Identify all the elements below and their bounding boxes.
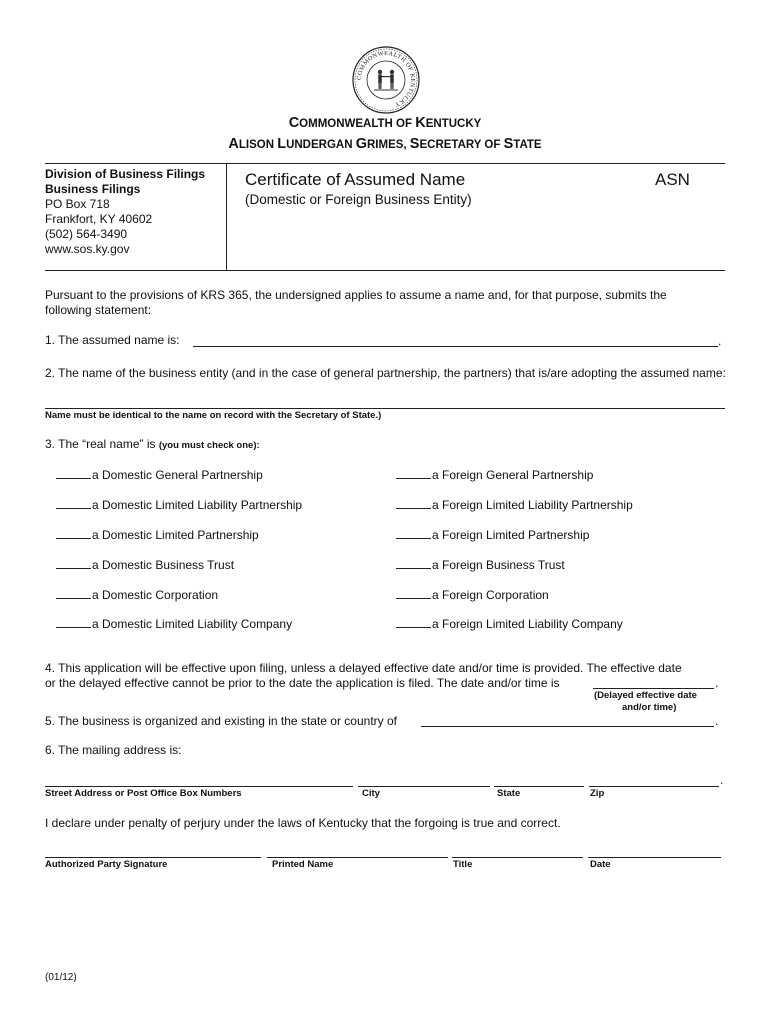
q2-label: 2. The name of the business entity (and in the case of general partnership, the partners) that is/are adopting the assumed name:	[45, 366, 726, 380]
option-domestic-business-trust[interactable]	[56, 557, 234, 572]
option-label: a Foreign Limited Partnership	[432, 528, 590, 542]
checkbox-blank[interactable]	[56, 557, 91, 569]
declaration-text: I declare under penalty of perjury under the laws of Kentucky that the forgoing is true and correct.	[45, 816, 561, 830]
q1-label: 1. The assumed name is:	[45, 333, 180, 347]
option-foreign-limited-partnership[interactable]	[396, 527, 589, 542]
header-line2-cap2: L	[277, 136, 287, 152]
header-line2-rest3: RIMES,	[366, 139, 410, 151]
checkbox-blank[interactable]	[396, 527, 431, 539]
business-entity-name-field[interactable]	[45, 408, 725, 409]
office-block	[45, 167, 205, 257]
street-address-field[interactable]	[45, 786, 353, 787]
assumed-name-field[interactable]	[193, 346, 718, 347]
seal-ring-text: COMMONWEALTH OF KENTUCKY	[355, 49, 417, 109]
q1-period: .	[718, 334, 722, 348]
state-seal	[352, 46, 420, 114]
office-city: Frankfort, KY 40602	[45, 212, 153, 226]
option-label: a Foreign Business Trust	[432, 558, 565, 572]
option-label: a Domestic Business Trust	[92, 558, 235, 572]
option-foreign-corporation[interactable]	[396, 587, 549, 602]
header-commonwealth	[0, 114, 770, 132]
office-phone: (502) 564-3490	[45, 227, 128, 241]
state-of-organization-field[interactable]	[421, 726, 714, 727]
printed-name-field[interactable]	[267, 857, 448, 858]
option-label: a Domestic Limited Partnership	[92, 528, 259, 542]
city-label: City	[362, 788, 380, 799]
option-label: a Foreign Limited Liability Company	[432, 617, 623, 631]
option-foreign-llp[interactable]	[396, 497, 633, 512]
option-foreign-business-trust[interactable]	[396, 557, 565, 572]
header-top-rule	[45, 163, 725, 164]
checkbox-blank[interactable]	[396, 557, 431, 569]
office-division: Division of Business Filings	[45, 167, 206, 181]
zip-label: Zip	[590, 788, 605, 799]
header-line2-rest1: LISON	[238, 139, 278, 151]
signature-label: Authorized Party Signature	[45, 859, 168, 870]
header-line2-cap4: S	[409, 136, 420, 152]
option-domestic-limited-partnership[interactable]	[56, 527, 259, 542]
q4-line1: 4. This application will be effective upon filing, unless a delayed effective date and/or time is provided. The effective date	[45, 661, 682, 675]
checkbox-blank[interactable]	[396, 587, 431, 599]
checkbox-blank[interactable]	[56, 527, 91, 539]
checkbox-blank[interactable]	[396, 497, 431, 509]
title-label: Title	[453, 859, 473, 870]
date-field[interactable]	[588, 857, 721, 858]
header-line2-cap1: A	[228, 136, 239, 152]
street-address-label: Street Address or Post Office Box Numbers	[45, 788, 242, 799]
office-po-box: PO Box 718	[45, 197, 110, 211]
q4-note-line2: and/or time)	[622, 702, 677, 713]
header-bottom-rule	[45, 270, 725, 271]
option-domestic-corporation[interactable]	[56, 587, 218, 602]
checkbox-blank[interactable]	[396, 467, 431, 479]
header-line2-cap3: G	[355, 136, 367, 152]
header-line2-rest5: TATE	[513, 139, 542, 151]
header-line1-cap1: C	[288, 115, 300, 131]
title-field[interactable]	[452, 857, 583, 858]
q6-label: 6. The mailing address is:	[45, 743, 182, 757]
checkbox-blank[interactable]	[56, 497, 91, 509]
option-label: a Domestic Corporation	[92, 588, 219, 602]
office-website: www.sos.ky.gov	[45, 242, 130, 256]
form-title: Certificate of Assumed Name	[245, 170, 466, 189]
q6-period: .	[720, 773, 724, 787]
form-subtitle: (Domestic or Foreign Business Entity)	[245, 192, 472, 207]
checkbox-blank[interactable]	[56, 616, 91, 628]
header-line1-cap2: K	[415, 115, 426, 131]
header-line2-rest2: UNDERGAN	[286, 139, 356, 151]
option-label: a Foreign Limited Liability Partnership	[432, 498, 633, 512]
checkbox-blank[interactable]	[56, 467, 91, 479]
option-label: a Foreign Corporation	[432, 588, 549, 602]
option-foreign-general-partnership[interactable]	[396, 467, 593, 482]
header-line1-rest1: OMMONWEALTH OF	[299, 118, 416, 130]
option-domestic-llc[interactable]	[56, 616, 292, 631]
signature-field[interactable]	[45, 857, 261, 858]
office-name: Business Filings	[45, 182, 141, 196]
header-secretary	[0, 135, 770, 153]
state-field[interactable]	[494, 786, 584, 787]
zip-field[interactable]	[589, 786, 719, 787]
q5-label: 5. The business is organized and existing in the state or country of	[45, 714, 397, 728]
q3-hint: (you must check one):	[158, 440, 260, 451]
date-label: Date	[590, 859, 611, 870]
intro-text: Pursuant to the provisions of KRS 365, the undersigned applies to assume a name and, for that purpose, submits the following statement:	[45, 288, 667, 317]
city-field[interactable]	[358, 786, 490, 787]
q5-period: .	[715, 714, 719, 728]
q3-text: 3. The “real name” is	[45, 437, 159, 451]
q4-line2: or the delayed effective cannot be prior to the date the application is filed. The date and/or time is	[45, 676, 560, 690]
checkbox-blank[interactable]	[396, 616, 431, 628]
header-line1-rest2: ENTUCKY	[425, 118, 482, 130]
q2-note: Name must be identical to the name on record with the Secretary of State.)	[45, 410, 382, 421]
option-label: a Foreign General Partnership	[432, 468, 594, 482]
checkbox-blank[interactable]	[56, 587, 91, 599]
option-domestic-general-partnership[interactable]	[56, 467, 263, 482]
state-label: State	[497, 788, 521, 799]
header-line2-rest4: ECRETARY OF	[419, 139, 504, 151]
q4-note-line1: (Delayed effective date	[594, 690, 697, 701]
option-label: a Domestic Limited Liability Partnership	[92, 498, 303, 512]
header-line2-cap5: S	[503, 136, 514, 152]
option-label: a Domestic Limited Liability Company	[92, 617, 293, 631]
q3-label	[45, 437, 260, 451]
printed-name-label: Printed Name	[272, 859, 334, 870]
svg-text:COMMONWEALTH OF KENTUCKY	[356, 50, 416, 108]
form-version: (01/12)	[45, 972, 77, 983]
option-domestic-llp[interactable]	[56, 497, 302, 512]
delayed-effective-date-field[interactable]	[593, 688, 714, 689]
header-vertical-rule	[226, 163, 227, 270]
form-code: ASN	[655, 170, 690, 189]
option-foreign-llc[interactable]	[396, 616, 623, 631]
option-label: a Domestic General Partnership	[92, 468, 263, 482]
q4-period: .	[715, 676, 719, 690]
